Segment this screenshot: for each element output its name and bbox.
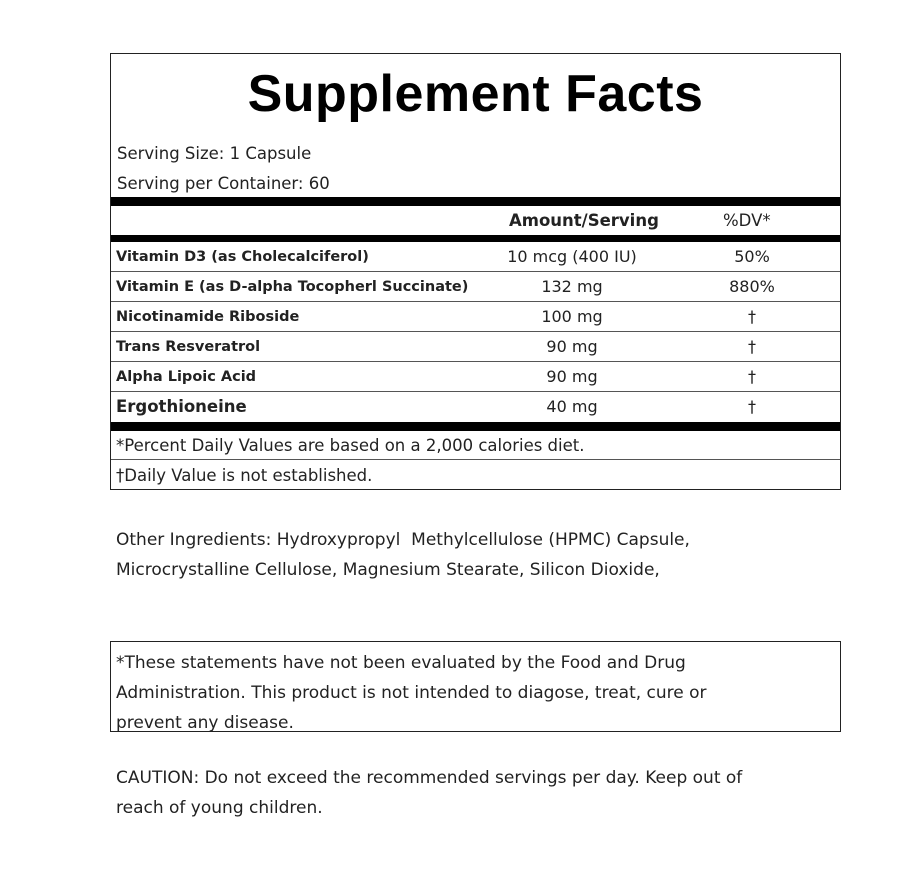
other-ingredients: [116, 525, 816, 585]
nutrient-dv: 50%: [734, 247, 770, 266]
footnote-daily-values: *Percent Daily Values are based on a 2,000 calories diet.: [116, 436, 585, 455]
footnote-not-established: †Daily Value is not established.: [116, 466, 373, 485]
amount-per-serving-header: Amount/Serving: [509, 211, 659, 230]
nutrient-dv: †: [748, 307, 756, 326]
caution-line: CAUTION: Do not exceed the recommended servings per day. Keep out of: [116, 768, 743, 788]
thick-divider-header: [111, 235, 840, 242]
nutrient-dv: †: [748, 337, 756, 356]
other-ingredients-line: Other Ingredients: Hydroxypropyl Methylcellulose (HPMC) Capsule,: [116, 530, 690, 550]
thick-divider-top: [111, 197, 840, 206]
nutrient-amount: 90 mg: [546, 367, 598, 386]
panel-title: Supplement Facts: [247, 65, 704, 123]
disclaimer-line: *These statements have not been evaluated by the Food and Drug: [116, 653, 686, 673]
supplement-facts-panel: [110, 53, 841, 490]
nutrient-row: [111, 362, 840, 392]
caution-line: reach of young children.: [116, 798, 323, 818]
disclaimer-line: prevent any disease.: [116, 713, 294, 733]
nutrient-name: Vitamin E (as D-alpha Tocopherl Succinate): [116, 279, 469, 295]
nutrient-name: Trans Resveratrol: [116, 339, 261, 355]
nutrient-row: [111, 242, 840, 272]
nutrient-name: Ergothioneine: [116, 397, 247, 416]
fda-disclaimer-box: [110, 641, 841, 732]
nutrient-amount: 132 mg: [541, 277, 603, 296]
nutrient-row: [111, 272, 840, 302]
other-ingredients-line: Microcrystalline Cellulose, Magnesium Stearate, Silicon Dioxide,: [116, 560, 660, 580]
nutrient-dv: †: [748, 397, 756, 416]
nutrient-amount: 10 mcg (400 IU): [507, 247, 637, 266]
nutrient-amount: 40 mg: [546, 397, 598, 416]
nutrient-name: Vitamin D3 (as Cholecalciferol): [116, 249, 369, 265]
daily-value-header: %DV*: [723, 211, 771, 230]
nutrient-name: Alpha Lipoic Acid: [116, 369, 257, 385]
nutrient-dv: 880%: [729, 277, 775, 296]
nutrient-row: [111, 332, 840, 362]
footnote-divider: [111, 459, 840, 460]
thick-divider-bottom: [111, 422, 840, 431]
nutrient-name: Nicotinamide Riboside: [116, 309, 300, 325]
serving-size: Serving Size: 1 Capsule: [117, 144, 312, 163]
nutrient-amount: 90 mg: [546, 337, 598, 356]
fda-disclaimer-text: [116, 648, 831, 738]
disclaimer-line: Administration. This product is not intended to diagose, treat, cure or: [116, 683, 707, 703]
nutrient-row: [111, 392, 840, 422]
servings-per-container: Serving per Container: 60: [117, 174, 330, 193]
caution-text: [116, 763, 816, 823]
nutrient-row: [111, 302, 840, 332]
nutrient-dv: †: [748, 367, 756, 386]
nutrient-amount: 100 mg: [541, 307, 603, 326]
